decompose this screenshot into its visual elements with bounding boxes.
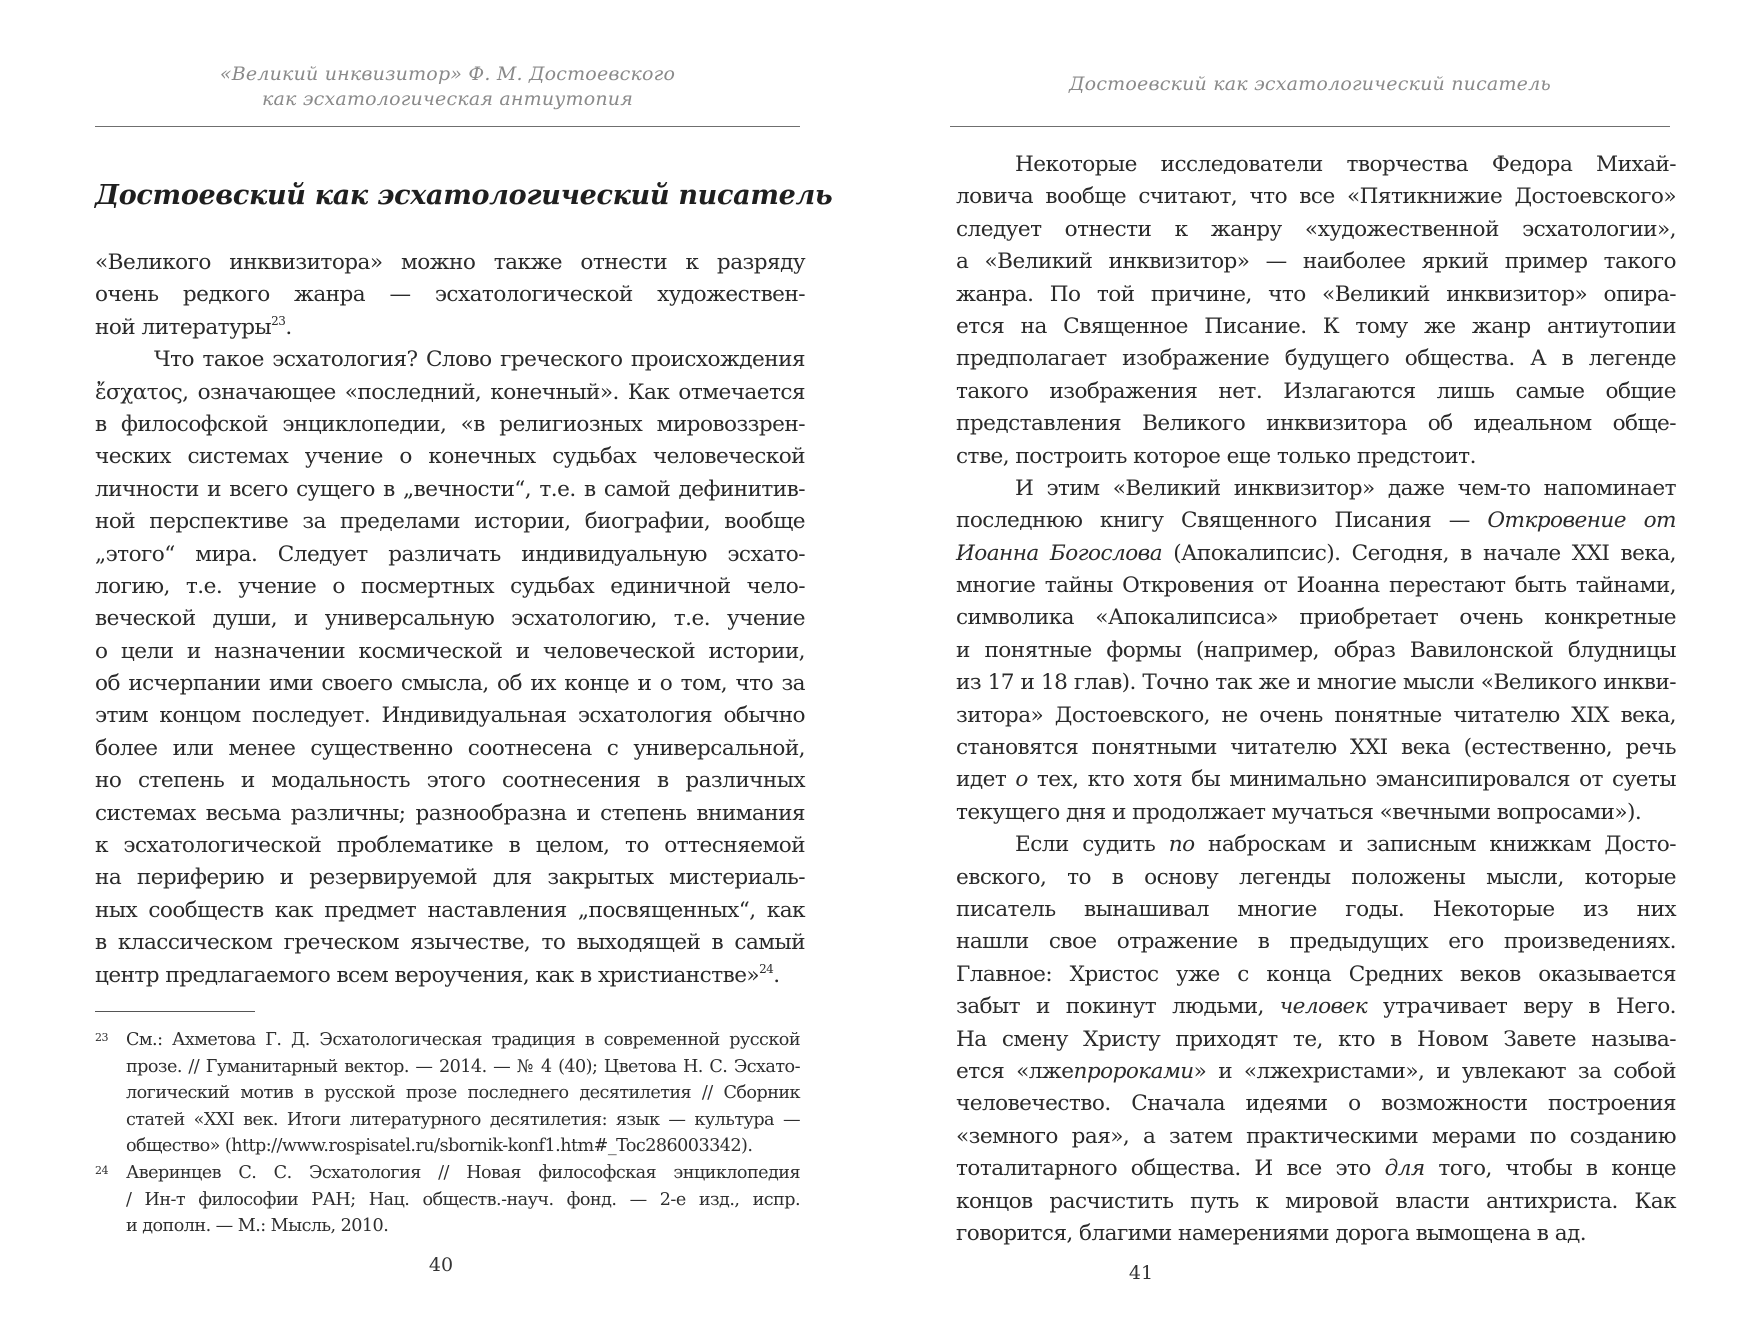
text-run: наброскам и записным книжкам Досто- <box>1194 832 1676 858</box>
header-rule <box>95 126 800 127</box>
line-text <box>956 282 1676 307</box>
text-line <box>95 344 805 376</box>
text-run: и понятные формы (например, образ Вавилонской блудницы <box>956 637 1676 663</box>
text-line <box>956 441 1676 473</box>
text-line <box>956 894 1676 926</box>
right-page <box>875 0 1750 1342</box>
text-run: многие тайны Откровения от Иоанна перестают быть тайнами, <box>956 573 1676 599</box>
line-text <box>956 1221 1586 1246</box>
line-text <box>956 1189 1676 1214</box>
text-run: писатель вынашивал многие годы. Некоторые из них <box>956 896 1676 922</box>
text-run: » и «лжехристами», и увлекают за собой <box>1193 1058 1676 1084</box>
line-text: системах весьма различны; разнообразна и степень внимания <box>95 800 805 826</box>
text-line <box>95 312 805 344</box>
text-line <box>95 441 805 473</box>
text-run: текущего дня и продолжает мучаться «вечными вопросами»). <box>956 799 1642 825</box>
text-run: того, чтобы в конце <box>1424 1156 1676 1182</box>
line-text: ἔσχατος, означающее «последний, конечный». Как отмечается <box>95 379 805 405</box>
line-text <box>956 411 1676 436</box>
text-line <box>956 149 1676 181</box>
italic-run: Иоанна Богослова <box>956 540 1163 566</box>
line-text <box>1015 152 1676 177</box>
header-rule <box>950 126 1670 127</box>
footnote-line: Аверинцев С. С. Эсхатология // Новая философская энциклопедия <box>126 1162 800 1183</box>
text-line <box>956 408 1676 440</box>
line-text: центр предлагаемого всем вероучения, как в христианстве» <box>95 962 760 988</box>
text-line <box>95 895 805 927</box>
text-run: На смену Христу приходят те, кто в Новом Завете называ- <box>956 1026 1676 1052</box>
line-text <box>956 767 1676 792</box>
text-line <box>956 473 1676 505</box>
text-line <box>956 214 1676 246</box>
running-head-line: как эсхатологическая антиутопия <box>261 88 634 110</box>
text-run: последнюю книгу Священного Писания — <box>956 508 1488 534</box>
line-text <box>956 929 1676 954</box>
line-text: но степень и модальность этого соотнесения в различных <box>95 768 805 794</box>
line-text <box>956 249 1676 274</box>
line-text: „этого“ мира. Следует различать индивидуальную эсхато- <box>95 541 805 567</box>
footnote-rule <box>95 1011 255 1012</box>
text-line <box>95 927 805 959</box>
text-line <box>956 1024 1676 1056</box>
footnote-line: прозе. // Гуманитарный вектор. — 2014. — № 4 (40); Цветова Н. С. Эсхато- <box>126 1056 800 1077</box>
running-head <box>95 62 800 112</box>
text-line <box>95 474 805 506</box>
line-text: ной перспективе за пределами истории, биографии, вообще <box>95 509 805 535</box>
text-run: а «Великий инквизитор» — наиболее яркий пример такого <box>956 249 1676 275</box>
text-run: символика «Апокалипсиса» приобретает очень конкретные <box>956 605 1676 631</box>
line-text <box>956 670 1676 695</box>
line-text <box>956 897 1676 922</box>
text-line <box>95 960 805 992</box>
line-text <box>956 735 1676 760</box>
text-line <box>956 1186 1676 1218</box>
footnote-line: См.: Ахметова Г. Д. Эсхатологическая традиция в современной русской <box>126 1030 800 1050</box>
text-run: стве, построить которое еще только предстоит. <box>956 443 1476 469</box>
line-text <box>956 605 1676 630</box>
footnote-line: и дополн. — М.: Мысль, 2010. <box>126 1216 389 1237</box>
text-run: ется на Священное Писание. К тому же жанр антиутопии <box>956 313 1676 339</box>
text-line <box>956 181 1676 213</box>
text-line <box>956 538 1676 570</box>
footnote-number: 23 <box>95 1031 108 1044</box>
page-number: 41 <box>1128 1262 1154 1284</box>
footnote <box>95 1027 800 1160</box>
line-text: в философской энциклопедии, «в религиозных мировоззрен- <box>95 411 805 437</box>
text-run: представления Великого инквизитора об идеальном обще- <box>956 411 1676 437</box>
text-run: «земного рая», а затем практическими мерами по созданию <box>956 1123 1676 1149</box>
text-line <box>956 570 1676 602</box>
running-head-line: Достоевский как эсхатологический писатель <box>1069 73 1551 95</box>
running-head-line: «Великий инквизитор» Ф. М. Достоевского <box>219 63 676 85</box>
text-line <box>95 765 805 797</box>
line-text: об исчерпании ими своего смысла, об их конце и о том, что за <box>95 671 805 697</box>
line-text: на периферию и резервируемой для закрытых мистериаль- <box>95 865 805 891</box>
line-text: логию, т.е. учение о посмертных судьбах единичной чело- <box>95 573 805 599</box>
footnote-line: общество» (http://www.rospisatel.ru/sbornik-konf1.htm#_Toc286003342). <box>126 1136 753 1157</box>
text-run: жанра. По той причине, что «Великий инквизитор» опира- <box>956 281 1676 307</box>
line-text <box>956 184 1676 209</box>
italic-run: для <box>1384 1156 1425 1182</box>
line-text: к эсхатологической проблематике в целом, то оттесняемой <box>95 833 805 859</box>
line-text: этим концом последует. Индивидуальная эсхатология обычно <box>95 703 805 729</box>
line-text <box>956 541 1676 566</box>
text-line <box>956 602 1676 634</box>
text-run: (Апокалипсис). Сегодня, в начале XXI века, <box>1162 540 1676 566</box>
text-line <box>956 1121 1676 1153</box>
text-run: тех, кто хотя бы минимально эмансипировался от суеты <box>1027 767 1677 793</box>
text-run: говорится, благими намерениями дорога вымощена в ад. <box>956 1220 1587 1246</box>
text-line <box>956 376 1676 408</box>
page-number: 40 <box>428 1254 454 1276</box>
text-run: человечество. Сначала идеями о возможности построения <box>956 1091 1676 1117</box>
text-line <box>956 764 1676 796</box>
text-line <box>956 1153 1676 1185</box>
text-run: концов расчистить путь к мировой власти антихриста. Как <box>956 1188 1676 1214</box>
text-line <box>95 279 805 311</box>
punctuation: . <box>285 314 292 340</box>
text-run: Если судить <box>1015 832 1169 858</box>
text-line <box>95 668 805 700</box>
text-line <box>956 700 1676 732</box>
line-text <box>956 379 1676 404</box>
line-text <box>956 346 1676 371</box>
text-line <box>956 959 1676 991</box>
text-line <box>95 571 805 603</box>
line-text <box>956 314 1676 339</box>
italic-run: о <box>1015 767 1028 793</box>
footnote-line: / Ин-т философии РАН; Нац. обществ.-науч. фонд. — 2-е изд., испр. <box>126 1189 800 1210</box>
line-text <box>956 1059 1676 1084</box>
text-line <box>95 700 805 732</box>
italic-run: человек <box>1279 994 1368 1020</box>
text-run: идет <box>956 767 1016 793</box>
text-run: Некоторые исследователи творчества Федора Михай- <box>1015 152 1676 177</box>
running-head <box>950 72 1670 97</box>
text-line <box>95 377 805 409</box>
text-run: евского, то в основу легенды положены мысли, которые <box>956 864 1676 890</box>
text-run: тоталитарного общества. И все это <box>956 1156 1385 1182</box>
text-line <box>95 862 805 894</box>
text-line <box>956 926 1676 958</box>
text-line <box>956 1056 1676 1088</box>
line-text <box>956 703 1676 728</box>
text-line <box>95 636 805 668</box>
line-text: более или менее существенно соотнесена с универсальной, <box>95 735 805 761</box>
text-line <box>95 603 805 635</box>
text-run: утрачивает веру в Него. <box>1367 994 1676 1020</box>
section-title: Достоевский как эсхатологический писатель <box>95 180 833 211</box>
line-text: ческих системах учение о конечных судьбах человеческой <box>95 444 805 470</box>
body-text <box>956 149 1676 1250</box>
line-text <box>956 962 1676 987</box>
line-text: очень редкого жанра — эсхатологической художествен- <box>95 282 805 308</box>
italic-run: пророками <box>1073 1058 1194 1084</box>
line-text <box>956 994 1676 1019</box>
text-run: предполагает изображение будущего общества. А в легенде <box>956 346 1676 372</box>
text-line <box>956 732 1676 764</box>
text-line <box>956 311 1676 343</box>
footnote-number: 24 <box>95 1163 108 1177</box>
line-text <box>956 573 1676 598</box>
text-line <box>95 506 805 538</box>
text-line <box>956 1088 1676 1120</box>
footnote <box>95 1160 800 1240</box>
italic-run: Откровение от <box>1487 508 1676 534</box>
line-text <box>956 800 1641 825</box>
line-text: личности и всего сущего в „вечности“, т.е. в самой дефинитив- <box>95 476 805 502</box>
text-line <box>95 247 805 279</box>
line-text <box>1015 476 1676 501</box>
line-text: веческой души, и универсальную эсхатологию, т.е. учение <box>95 606 805 632</box>
line-text: Что такое эсхатология? Слово греческого происхождения <box>154 347 805 373</box>
text-run: следует отнести к жанру «художественной эсхатологии», <box>956 216 1676 242</box>
text-line <box>956 279 1676 311</box>
text-line <box>95 409 805 441</box>
text-run: Главное: Христос уже с конца Средних веков оказывается <box>956 961 1676 987</box>
line-text: в классическом греческом язычестве, то выходящей в самый <box>95 930 805 956</box>
text-line <box>956 862 1676 894</box>
line-text <box>956 444 1476 469</box>
line-text: ных сообществ как предмет наставления „посвященных“, как <box>95 897 805 923</box>
line-text <box>956 1156 1676 1181</box>
body-text <box>95 247 805 992</box>
text-run: становятся понятными читателю XXI века (естественно, речь <box>956 735 1676 761</box>
text-line <box>95 733 805 765</box>
punctuation: . <box>773 962 780 988</box>
footnote-reference[interactable]: 23 <box>271 313 286 328</box>
footnote-line: статей «XXI век. Итоги литературного десятилетия: язык — культура — <box>126 1109 800 1130</box>
text-line <box>956 667 1676 699</box>
text-run: зитора» Достоевского, не очень понятные читателю XIX века, <box>956 702 1676 728</box>
text-line <box>956 246 1676 278</box>
line-text <box>956 638 1676 663</box>
line-text <box>956 1124 1676 1149</box>
text-run: забыт и покинут людьми, <box>956 994 1280 1020</box>
text-run: ется «лже <box>956 1058 1074 1084</box>
line-text: о цели и назначении космической и человеческой истории, <box>95 638 805 664</box>
text-line <box>956 1218 1676 1250</box>
text-line <box>95 539 805 571</box>
text-line <box>956 797 1676 829</box>
text-line <box>95 798 805 830</box>
text-line <box>956 635 1676 667</box>
text-line <box>956 991 1676 1023</box>
text-run: из 17 и 18 глав). Точно так же и многие мысли «Великого инкви- <box>956 670 1676 696</box>
text-line <box>95 830 805 862</box>
text-line <box>956 343 1676 375</box>
line-text <box>1015 832 1676 857</box>
footnote-line: логический мотив в русской прозе последнего десятилетия // Сборник <box>126 1083 800 1104</box>
text-run: нашли свое отражение в предыдущих его произведениях. <box>956 929 1676 955</box>
line-text <box>956 217 1676 242</box>
text-run: ловича вообще считают, что все «Пятикнижие Достоевского» <box>956 184 1676 210</box>
line-text: «Великого инквизитора» можно также отнести к разряду <box>95 250 805 275</box>
line-text: ной литературы <box>95 314 272 340</box>
footnotes <box>95 1027 800 1240</box>
line-text <box>956 1027 1676 1052</box>
italic-run: по <box>1168 832 1195 858</box>
footnote-reference[interactable]: 24 <box>759 961 774 976</box>
line-text <box>956 865 1676 890</box>
text-line <box>956 829 1676 861</box>
line-text <box>956 1091 1676 1116</box>
text-run: такого изображения нет. Излагаются лишь самые общие <box>956 378 1676 404</box>
text-run: И этим «Великий инквизитор» даже чем-то напоминает <box>1015 475 1676 501</box>
text-line <box>956 505 1676 537</box>
line-text <box>956 508 1676 533</box>
